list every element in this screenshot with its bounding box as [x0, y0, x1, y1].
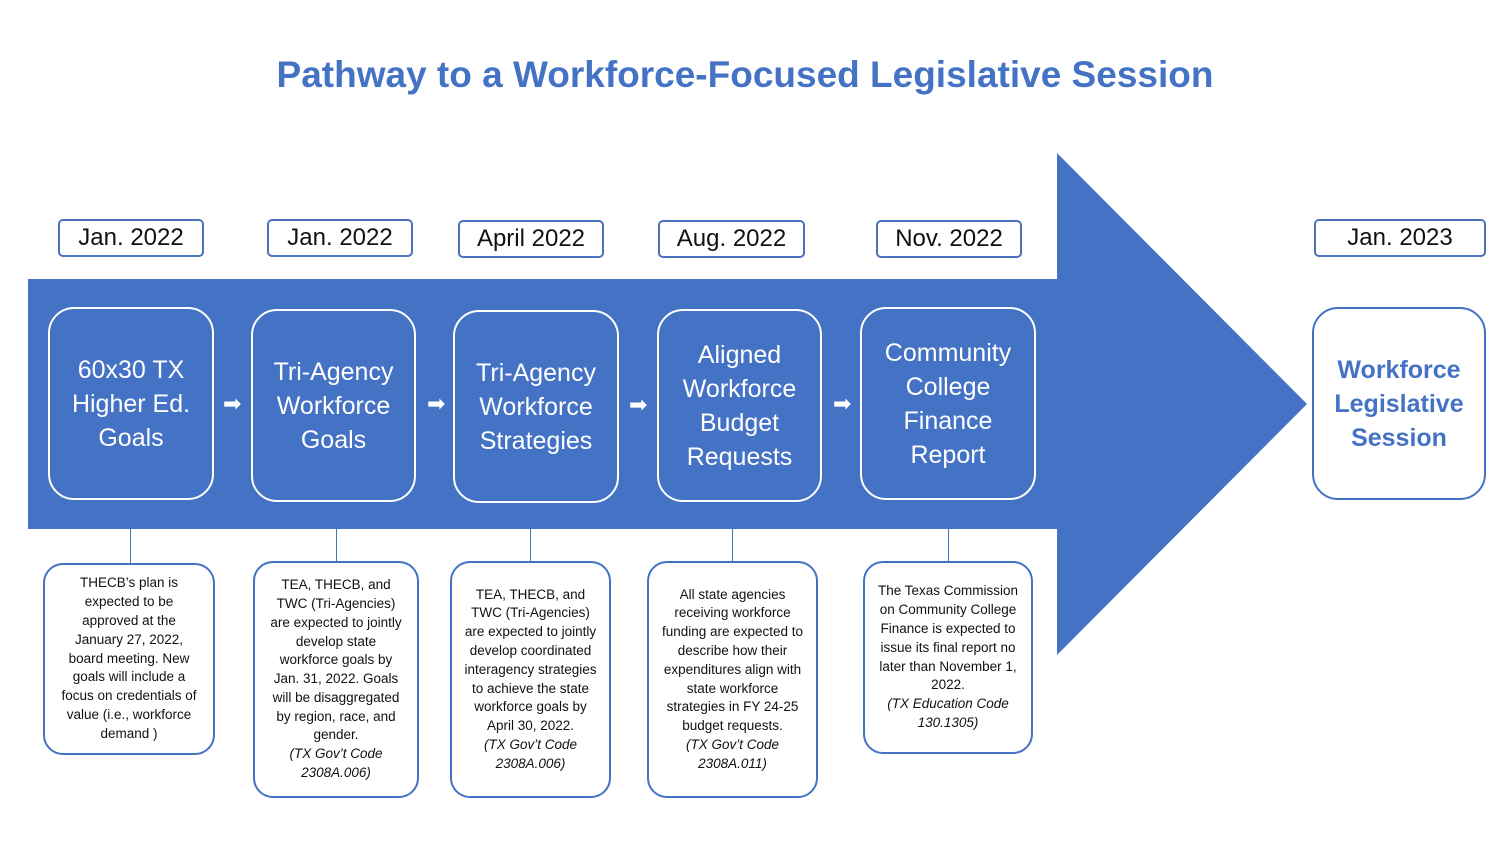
connector-line-2 [336, 529, 337, 562]
page-title: Pathway to a Workforce-Focused Legislative Session [276, 54, 1214, 95]
note-box-3 [450, 561, 611, 798]
arrow-right-icon: ➡ [427, 391, 446, 416]
stage-box-5 [860, 307, 1036, 500]
note-citation-5: (TX Education Code 130.1305) [887, 696, 1009, 730]
date-label-1: Jan. 2022 [58, 219, 204, 257]
connector-line-1 [130, 529, 131, 563]
stage-label-4: Aligned Workforce Budget Requests [682, 340, 797, 471]
arrow-right-icon: ➡ [629, 392, 648, 417]
note-citation-4: (TX Gov’t Code 2308A.011) [685, 736, 780, 771]
note-box-4 [647, 561, 818, 798]
arrow-right-icon: ➡ [223, 391, 242, 416]
stage-box-4 [657, 309, 822, 502]
note-box-1 [43, 563, 215, 755]
stage-box-1 [48, 307, 214, 500]
note-citation-3: (TX Gov’t Code 2308A.006) [483, 736, 578, 771]
connector-line-5 [948, 529, 949, 562]
note-text-5: The Texas Commission on Community College Finance is expected to issue its final report no later than November 1, 2022. [877, 583, 1019, 693]
stage-label-final: Workforce Legislative Session [1334, 355, 1464, 452]
stage-box-3 [453, 310, 619, 503]
stage-label-1: 60x30 TX Higher Ed. Goals [71, 355, 191, 452]
note-text-3: TEA, THECB, and TWC (Tri-Agencies) are expected to jointly develop coordinated interagency strategies to achieve the state workforce goals by April 30, 2022. [464, 586, 597, 734]
note-text-2: TEA, THECB, and TWC (Tri-Agencies) are expected to jointly develop state workforce goals by Jan. 31, 2022. Goals will be disaggregated by region, race, and gender. [270, 577, 402, 743]
stage-box-2 [251, 309, 416, 502]
note-text-4: All state agencies receiving workforce funding are expected to describe how their expenditures align with state workforce strategies in FY 24-25 budget requests. [661, 586, 804, 734]
note-text-1: THECB’s plan is expected to be approved at the January 27, 2022, board meeting. New goals will include a focus on credentials of value (i.e., workforce demand ) [61, 575, 197, 741]
stage-label-2: Tri-Agency Workforce Goals [273, 357, 394, 454]
connector-line-4 [732, 529, 733, 562]
note-box-2 [253, 561, 419, 798]
date-label-2: Jan. 2022 [267, 219, 413, 257]
note-box-5 [863, 561, 1033, 754]
date-label-3: April 2022 [458, 220, 604, 258]
connector-line-3 [530, 529, 531, 562]
stage-box-final [1312, 307, 1486, 500]
stage-label-3: Tri-Agency Workforce Strategies [476, 358, 596, 455]
arrow-right-icon: ➡ [833, 391, 852, 416]
date-label-4: Aug. 2022 [658, 220, 805, 258]
date-label-5: Nov. 2022 [876, 220, 1022, 258]
note-citation-2: (TX Gov’t Code 2308A.006) [289, 746, 383, 781]
date-label-final: Jan. 2023 [1314, 219, 1486, 257]
stage-label-5: Community College Finance Report [884, 338, 1012, 469]
